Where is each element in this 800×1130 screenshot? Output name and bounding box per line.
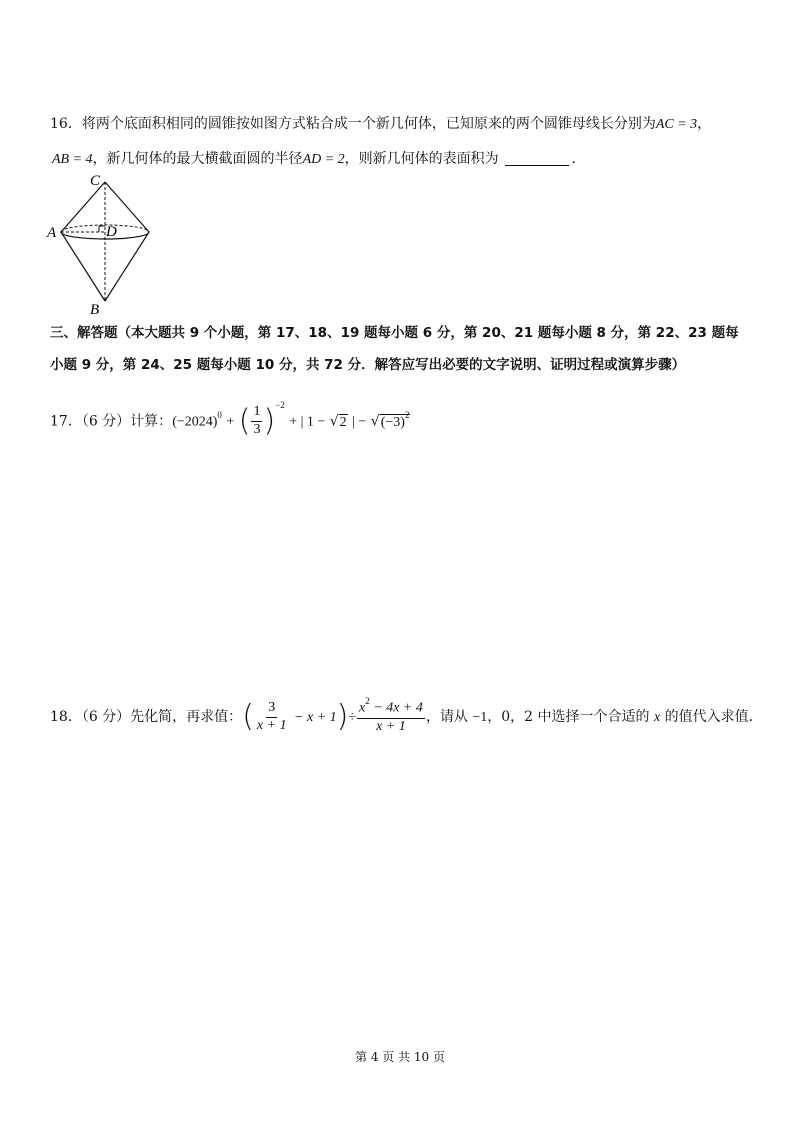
q16-number: 16． — [50, 116, 82, 132]
q18-minus-part: − x + 1 — [294, 710, 337, 725]
q16-line2 — [52, 151, 586, 167]
cone-lower-left-edge — [61, 232, 105, 301]
q18-score: （6 分）先化简，再求值： — [81, 709, 243, 725]
q17-line — [50, 397, 410, 437]
q18-f2-num-b: − 4x + 4 — [369, 701, 423, 717]
label-a: A — [47, 225, 57, 241]
q17-sqrt2: 2 — [339, 414, 347, 430]
section3-line1: 三、解答题（本大题共 9 个小题，第 17、18、19 题每小题 6 分，第 20、21 题每小题 8 分，第 22、23 题每 — [50, 325, 739, 341]
q18-number: 18． — [50, 709, 82, 725]
right-angle-mark — [99, 226, 105, 232]
label-d: D — [106, 224, 117, 240]
q17-exp-neg2: −2 — [275, 400, 285, 410]
q16-text-2a: ，新几何体的最大横截面圆的半径 — [92, 151, 303, 167]
q18-tail-c: 的值代入求值． — [660, 709, 763, 725]
q17-lparen: ( — [238, 403, 251, 439]
q18-rparen: ) — [336, 699, 349, 734]
q17-number: 17． — [50, 413, 82, 430]
q18-tail-a: ，请从 — [425, 709, 473, 725]
q18-f2-num — [357, 696, 425, 718]
q16-comma: ， — [697, 116, 712, 132]
q17-sqrt-inner: (−3) — [380, 414, 405, 430]
q17-term1: (−2024) — [172, 414, 218, 430]
sqrt-icon: √ — [329, 413, 339, 430]
q18-fraction-2 — [357, 696, 425, 734]
answer-blank[interactable] — [505, 151, 569, 166]
q17-exp2: 2 — [404, 410, 410, 420]
sqrt-icon-2: √ — [370, 413, 380, 430]
q18-neg1: −1 — [472, 710, 488, 725]
q17-fraction — [251, 405, 262, 437]
q17-frac-den: 3 — [253, 422, 261, 438]
q18-line — [50, 696, 763, 738]
q17-frac-num: 1 — [251, 405, 262, 422]
q18-div: ÷ — [348, 710, 357, 725]
q18-fraction-1 — [255, 701, 289, 733]
q16-ab-eq: AB = 4 — [52, 152, 93, 167]
q16-text-1: 将两个底面积相同的圆锥按如图方式粘合成一个新几何体，已知原来的两个圆锥母线长分别为 — [81, 116, 656, 132]
double-cone-figure — [44, 168, 159, 320]
q18-f1-num: 3 — [266, 701, 277, 718]
q18-f2-num-a: x — [359, 701, 366, 717]
q17-plus: + — [226, 414, 235, 430]
q16-period: ． — [571, 151, 586, 167]
q18-tail-b: ，0，2 中选择一个合适的 — [487, 709, 654, 725]
q16-ad-eq: AD = 2 — [302, 152, 345, 167]
label-c: C — [90, 173, 101, 189]
page-footer: 第 4 页 共 10 页 — [355, 1050, 445, 1064]
q16-ac-eq: AC = 3 — [655, 117, 698, 132]
q18-x: x — [653, 710, 661, 725]
section3-line2: 小题 9 分，第 24、25 题每小题 10 分，共 72 分．解答应写出必要的文字说明、证明过程或演算步骤） — [50, 357, 686, 373]
q18-f2-den: x + 1 — [376, 718, 406, 734]
q18-f2-num-exp: 2 — [365, 696, 370, 707]
label-b: B — [90, 302, 100, 318]
q16-line1 — [50, 117, 711, 132]
q17-sqrt-inner-wrap — [380, 410, 411, 430]
cone-upper-left-edge — [61, 182, 105, 232]
q18-lparen: ( — [242, 699, 254, 734]
q17-abs-end: | − — [352, 414, 367, 430]
q16-text-2b: ，则新几何体的表面积为 — [344, 151, 499, 167]
q17-abs: + | 1 − — [289, 414, 326, 430]
q17-score: （6 分）计算： — [81, 413, 173, 430]
q17-exp0: 0 — [217, 410, 222, 420]
q18-f1-den: x + 1 — [256, 717, 287, 733]
cone-lower-right-edge — [105, 232, 149, 301]
q17-rparen: ) — [263, 403, 276, 439]
